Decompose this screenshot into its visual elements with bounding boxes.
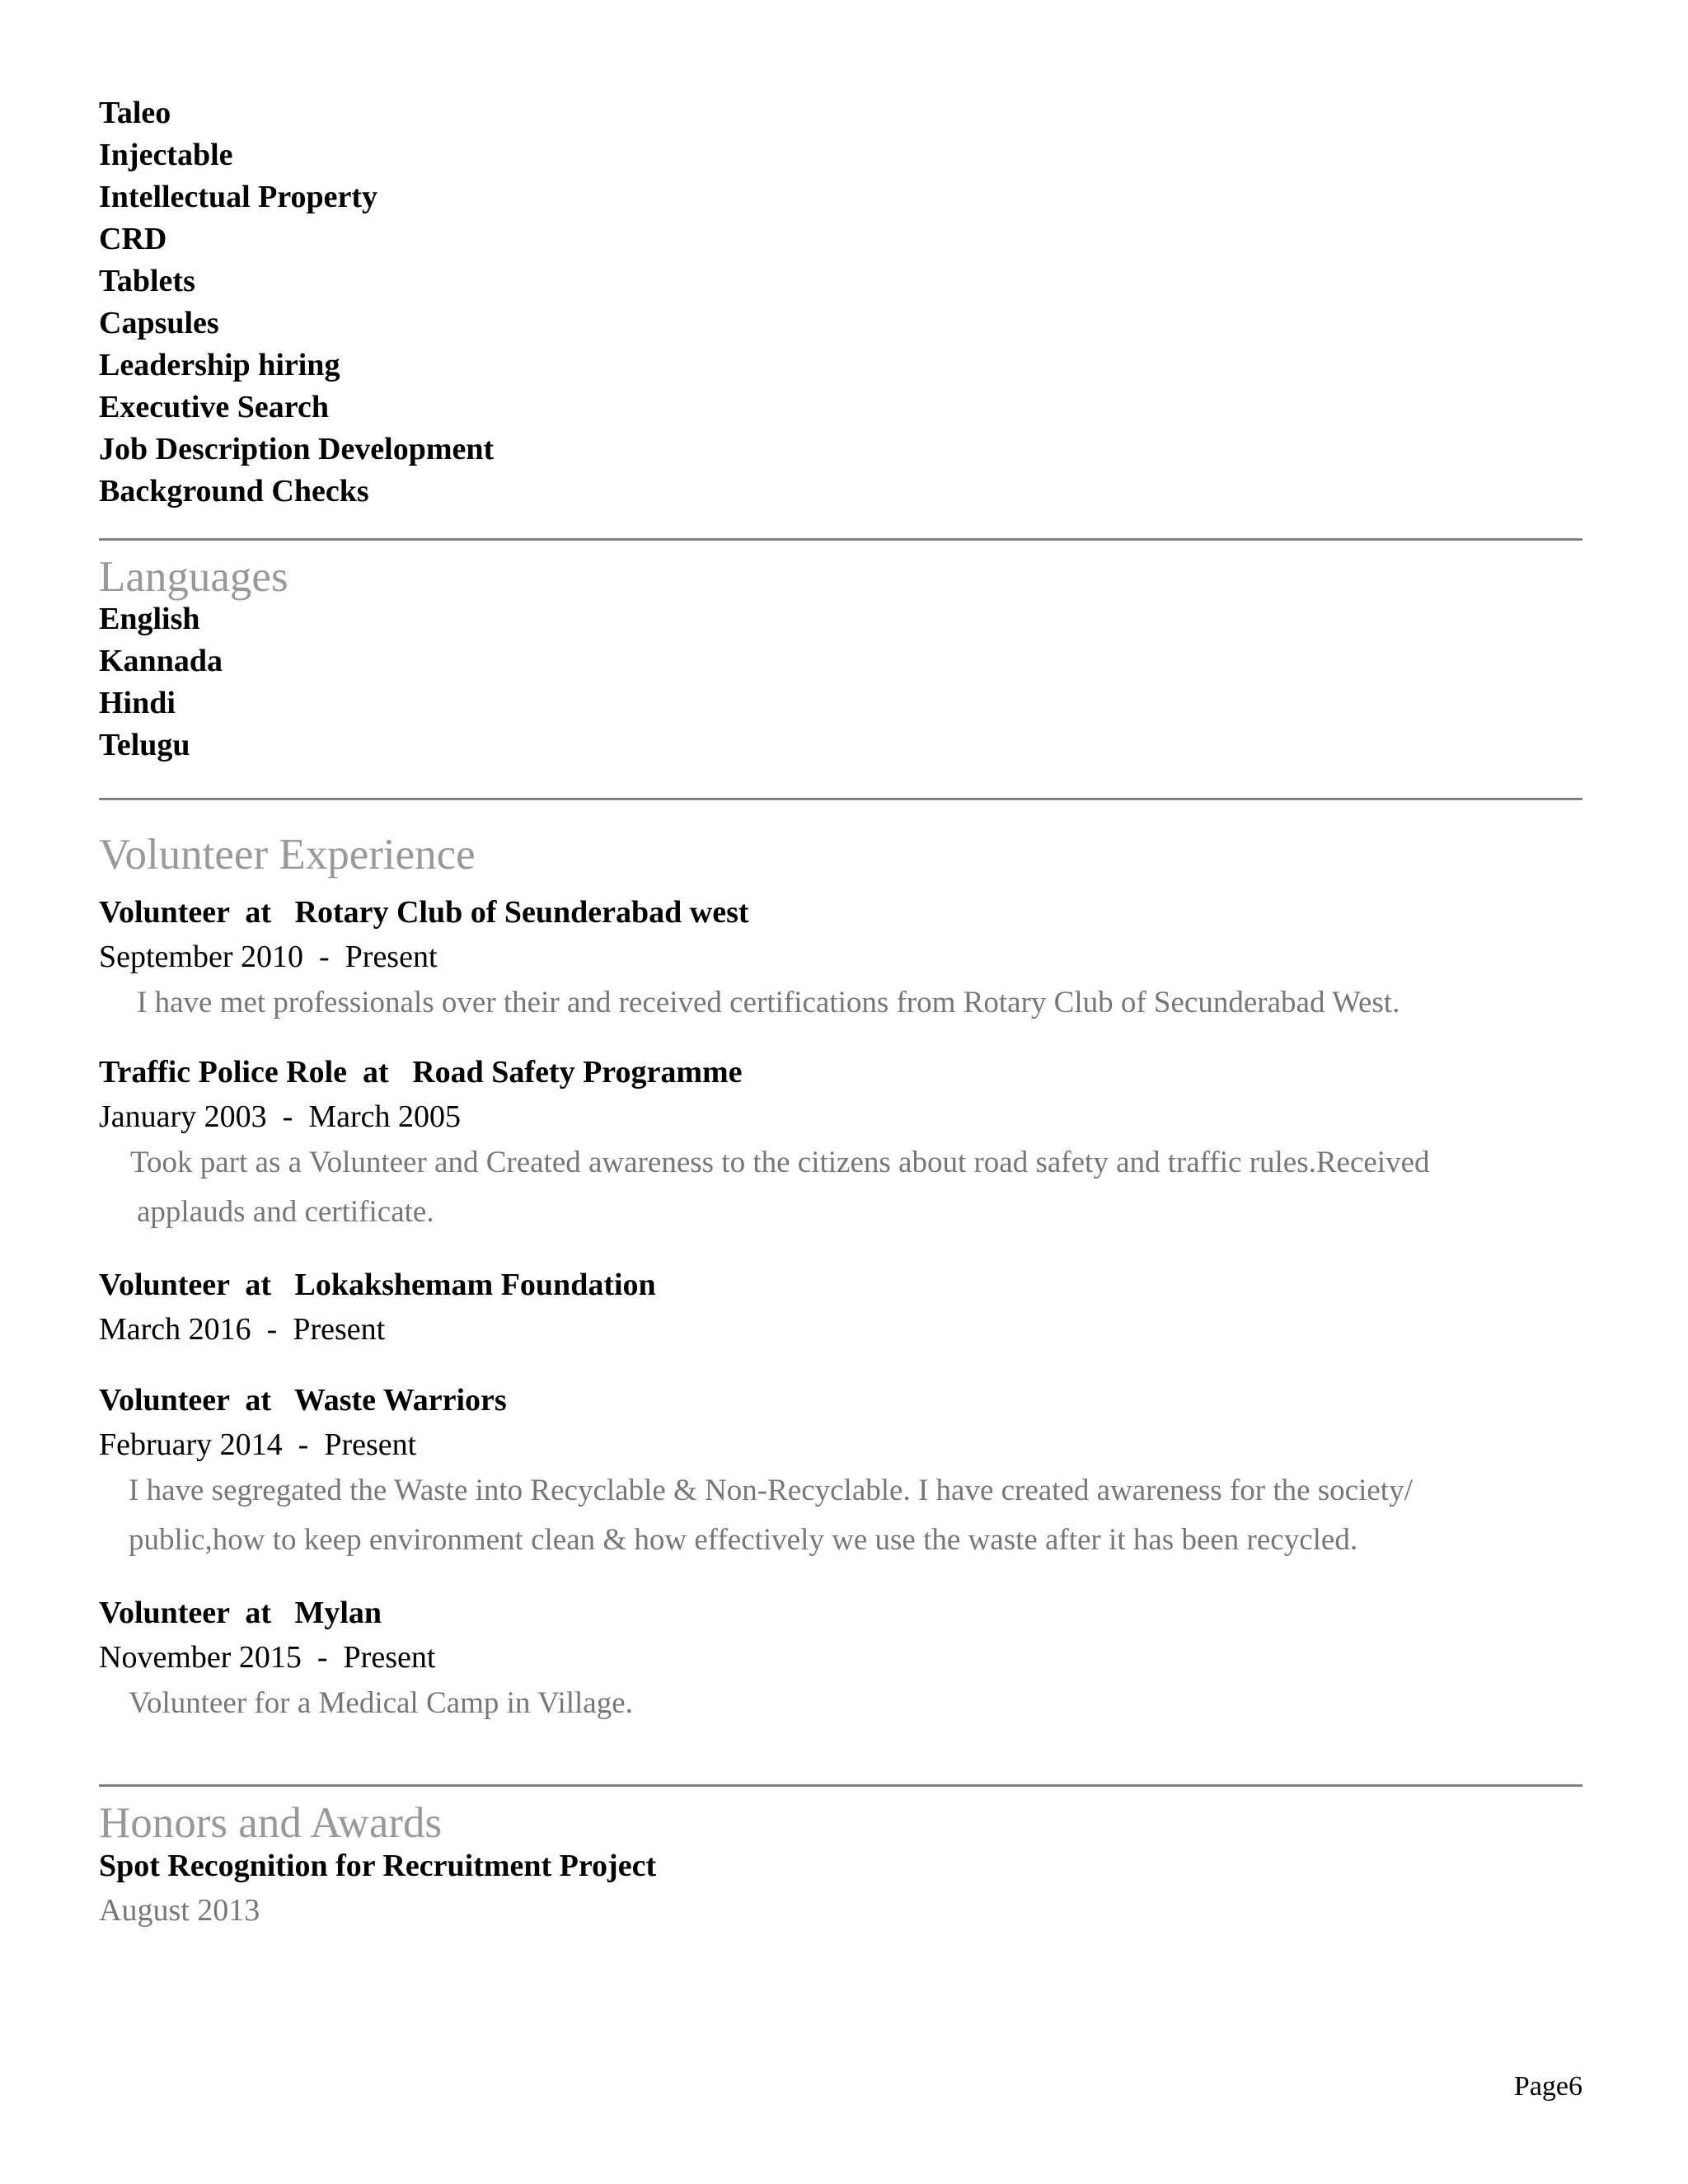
skills-list: [99, 92, 1582, 513]
skill-item: Tablets: [99, 264, 195, 298]
skill-item: Intellectual Property: [99, 180, 378, 214]
skill-item: CRD: [99, 222, 167, 256]
skill-item: Capsules: [99, 306, 219, 340]
entry-role-organization: Volunteer at Waste Warriors: [99, 1383, 507, 1418]
resume-page: [99, 92, 1582, 1932]
language-item: Hindi: [99, 686, 176, 720]
award-date: August 2013: [99, 1893, 260, 1928]
honors-heading: Honors and Awards: [99, 1799, 443, 1847]
language-item: Kannada: [99, 644, 223, 678]
entry-date-range: September 2010 - Present: [99, 940, 438, 974]
award-entry: [99, 1844, 1582, 1932]
volunteer-entry: [99, 891, 1582, 1028]
entry-role-organization: Traffic Police Role at Road Safety Programme: [99, 1055, 743, 1090]
volunteer-entry: [99, 1263, 1582, 1351]
entry-role-organization: Volunteer at Mylan: [99, 1596, 382, 1630]
entry-role-organization: Volunteer at Rotary Club of Seunderabad west: [99, 895, 749, 930]
entry-date-range: January 2003 - March 2005: [99, 1099, 462, 1134]
section-divider: [99, 538, 1582, 541]
language-item: Telugu: [99, 728, 190, 762]
volunteer-entry: [99, 1051, 1582, 1237]
entry-date-range: March 2016 - Present: [99, 1312, 386, 1347]
skill-item: Background Checks: [99, 474, 369, 509]
entry-date-range: February 2014 - Present: [99, 1427, 417, 1462]
section-divider: [99, 798, 1582, 800]
page-number: Page6: [1513, 2071, 1582, 2102]
volunteer-heading: Volunteer Experience: [99, 831, 476, 879]
section-divider: [99, 1784, 1582, 1787]
skill-item: Executive Search: [99, 390, 329, 424]
language-item: English: [99, 602, 200, 636]
volunteer-entry: [99, 1379, 1582, 1565]
skill-item: Job Description Development: [99, 432, 495, 466]
entry-description: I have met professionals over their and received certifications from Rotary Club of Secunderabad West.: [137, 986, 1400, 1019]
entry-role-organization: Volunteer at Lokakshemam Foundation: [99, 1268, 656, 1302]
languages-list: [99, 598, 1582, 766]
entry-description: Took part as a Volunteer and Created awareness to the citizens about road safety and traffic rules.Received applauds and certificate.: [130, 1146, 1430, 1229]
languages-heading: Languages: [99, 553, 288, 601]
skill-item: Leadership hiring: [99, 348, 340, 382]
entry-date-range: November 2015 - Present: [99, 1640, 436, 1675]
award-title: Spot Recognition for Recruitment Project: [99, 1849, 657, 1883]
entry-description: I have segregated the Waste into Recyclable & Non-Recyclable. I have created awareness for the society/ public,how to keep environment clean & how effectively we use the waste after it has been recycled.: [129, 1474, 1413, 1557]
entry-description: Volunteer for a Medical Camp in Village.: [129, 1686, 633, 1720]
skill-item: Taleo: [99, 96, 171, 130]
skill-item: Injectable: [99, 138, 233, 172]
volunteer-entry: [99, 1591, 1582, 1728]
